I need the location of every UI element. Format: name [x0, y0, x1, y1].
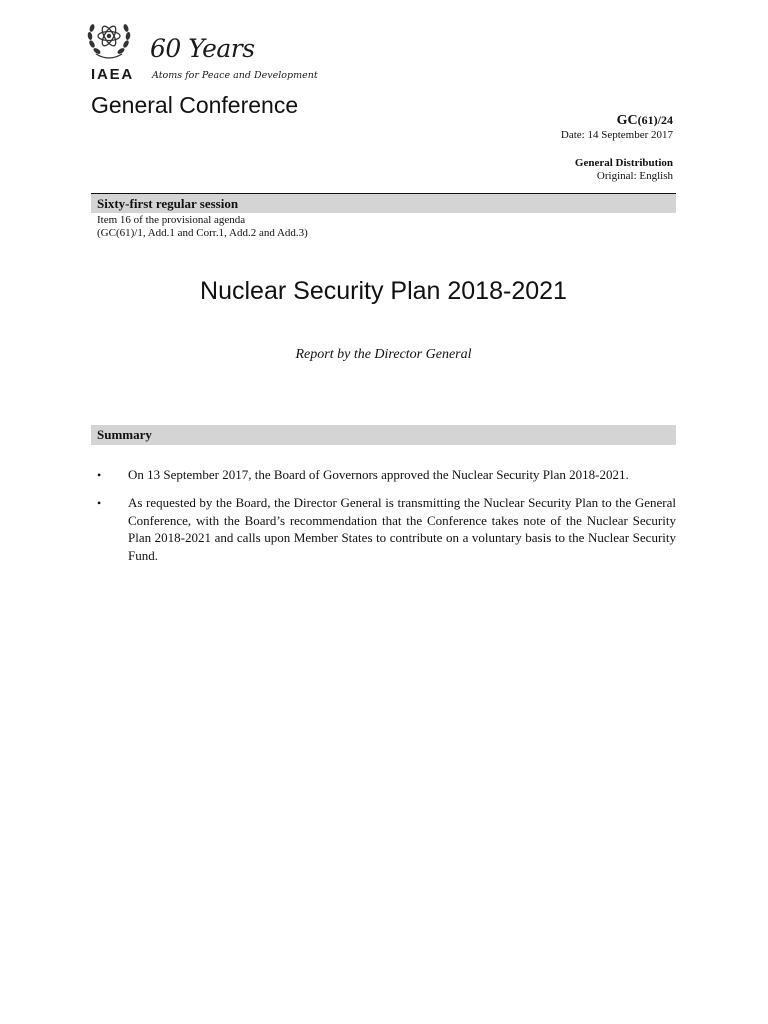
- iaea-emblem-icon: [84, 14, 134, 64]
- document-subtitle: Report by the Director General: [295, 347, 472, 362]
- agenda-item: Item 16 of the provisional agenda: [97, 214, 246, 226]
- agenda-references: (GC(61)/1, Add.1 and Corr.1, Add.2 and Add.3): [97, 227, 308, 239]
- original-language: Original: English: [596, 170, 673, 182]
- session-title: Sixty-first regular session: [97, 196, 239, 211]
- distribution-label: General Distribution: [574, 157, 673, 169]
- document-date: Date: 14 September 2017: [560, 129, 673, 141]
- bullet-icon: •: [97, 468, 102, 482]
- document-symbol-suffix: (61)/24: [637, 113, 673, 127]
- organ-title: General Conference: [91, 92, 299, 118]
- document-title: Nuclear Security Plan 2018-2021: [200, 277, 567, 305]
- org-tagline: Atoms for Peace and Development: [152, 70, 318, 81]
- summary-heading: Summary: [97, 427, 152, 442]
- document-symbol-main: GC: [616, 113, 638, 128]
- summary-band: [91, 425, 676, 445]
- anniversary-text: 60 Years: [150, 34, 255, 63]
- bullet-icon: •: [97, 496, 102, 510]
- summary-bullet-text: On 13 September 2017, the Board of Governors approved the Nuclear Security Plan 2018-2021.: [128, 467, 629, 482]
- org-abbreviation: IAEA: [91, 66, 135, 83]
- summary-bullet-text: As requested by the Board, the Director General is transmitting the Nuclear Security Plan to the General Conference, with the Board’s recommendation that the Conference takes note of the Nuclear Security Plan 2018-2021 and calls upon Member States to contribute on a voluntary basis to the Nuclear Security Fund.: [128, 495, 676, 563]
